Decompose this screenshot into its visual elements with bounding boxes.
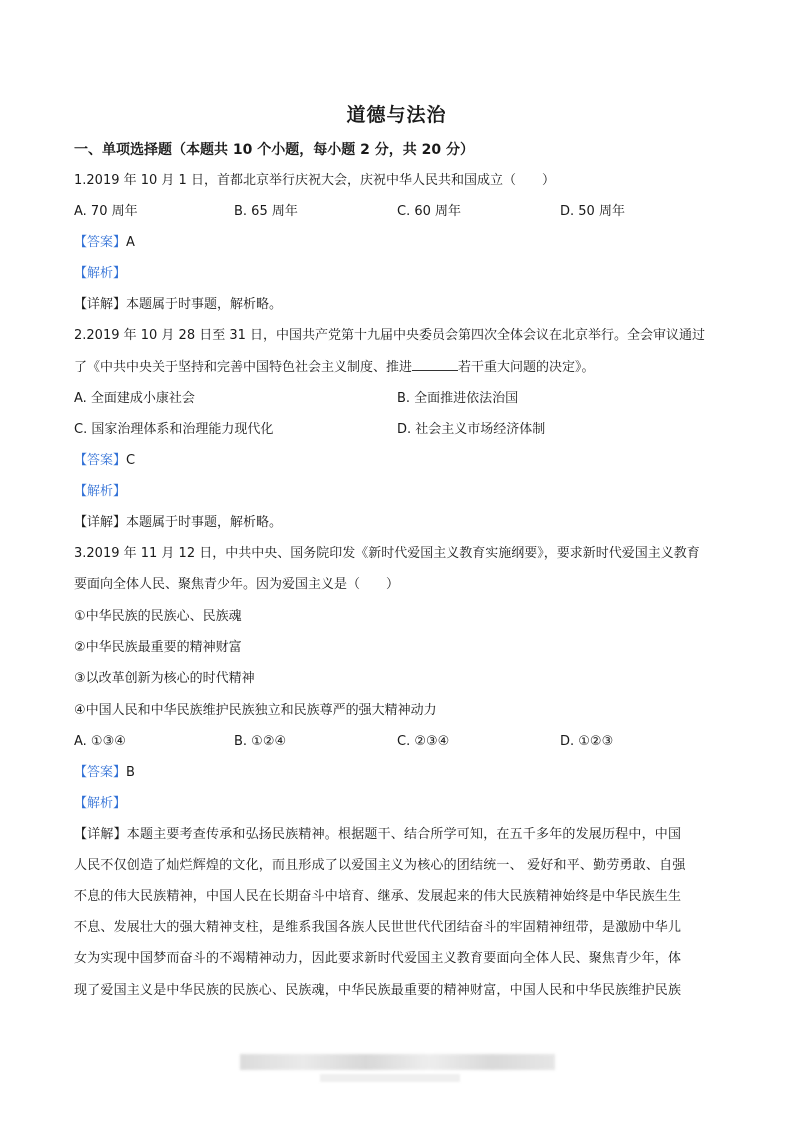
question-3-statement-2: ②中华民族最重要的精神财富 xyxy=(74,640,242,655)
question-2-answer xyxy=(74,452,724,470)
question-2-option-a: A. 全面建成小康社会 xyxy=(74,391,195,406)
question-2-stem-line-1: 2.2019 年 10 月 28 日至 31 日，中国共产党第十九届中央委员会第四次全体会议在北京举行。全会审议通过 xyxy=(74,328,706,343)
question-1-stem: 1.2019 年 10 月 1 日，首都北京举行庆祝大会，庆祝中华人民共和国成立（ ） xyxy=(74,173,555,188)
question-2-option-d: D. 社会主义市场经济体制 xyxy=(397,422,546,437)
answer-value: C xyxy=(126,453,136,468)
answer-label: 【答案】 xyxy=(74,453,127,468)
fill-in-blank xyxy=(412,358,458,371)
question-3-statement-4: ④中国人民和中华民族维护民族独立和民族尊严的强大精神动力 xyxy=(74,703,437,718)
question-3-analysis-label: 【解析】 xyxy=(74,796,127,811)
question-1-answer xyxy=(74,234,724,252)
question-3-detail-line-6: 现了爱国主义是中华民族的民族心、民族魂，中华民族最重要的精神财富，中国人民和中华民族维护民族 xyxy=(74,983,682,998)
question-3-option-b: B. ①②④ xyxy=(234,734,287,749)
question-1-option-d: D. 50 周年 xyxy=(560,204,625,219)
question-3-detail-line-1: 【详解】本题主要考查传承和弘扬民族精神。根据题干、结合所学可知，在五千多年的发展历程中，中国 xyxy=(74,827,682,842)
question-1-option-a: A. 70 周年 xyxy=(74,204,138,219)
question-2-stem-line-2 xyxy=(74,358,724,377)
question-2-detail: 【详解】本题属于时事题，解析略。 xyxy=(74,515,283,530)
question-1-analysis-label: 【解析】 xyxy=(74,266,127,281)
question-3-detail-line-4: 不息、发展壮大的强大精神支柱，是维系我国各族人民世世代代团结奋斗的牢固精神纽带，是激励中华儿 xyxy=(74,920,682,935)
question-2-option-b: B. 全面推进依法治国 xyxy=(397,391,519,406)
blurred-footer-watermark xyxy=(240,1054,555,1070)
section-heading: 一、单项选择题（本题共 10 个小题，每小题 2 分，共 20 分） xyxy=(74,142,474,158)
question-1-detail: 【详解】本题属于时事题，解析略。 xyxy=(74,297,283,312)
answer-label: 【答案】 xyxy=(74,235,127,250)
stem-text-after-blank: 若干重大问题的决定》。 xyxy=(458,360,595,375)
question-3-detail-line-5: 女为实现中国梦而奋斗的不竭精神动力，因此要求新时代爱国主义教育要面向全体人民、聚焦青少年，体 xyxy=(74,951,682,966)
question-3-option-a: A. ①③④ xyxy=(74,734,126,749)
question-3-statement-1: ①中华民族的民族心、民族魂 xyxy=(74,609,242,624)
question-1-option-c: C. 60 周年 xyxy=(397,204,462,219)
answer-value: B xyxy=(126,765,135,780)
answer-value: A xyxy=(126,235,135,250)
blurred-footer-watermark-secondary xyxy=(320,1074,460,1082)
question-3-statement-3: ③以改革创新为核心的时代精神 xyxy=(74,671,255,686)
question-3-stem-line-2: 要面向全体人民、聚焦青少年。因为爱国主义是（ ） xyxy=(74,577,400,592)
question-3-option-c: C. ②③④ xyxy=(397,734,450,749)
question-3-detail-line-2: 人民不仅创造了灿烂辉煌的文化，而且形成了以爱国主义为核心的团结统一、 爱好和平、勤劳勇敢、自强 xyxy=(74,858,686,873)
question-1-option-b: B. 65 周年 xyxy=(234,204,298,219)
question-3-stem-line-1: 3.2019 年 11 月 12 日，中共中央、国务院印发《新时代爱国主义教育实施纲要》，要求新时代爱国主义教育 xyxy=(74,546,700,561)
answer-label: 【答案】 xyxy=(74,765,127,780)
question-2-option-c: C. 国家治理体系和治理能力现代化 xyxy=(74,422,274,437)
question-2-analysis-label: 【解析】 xyxy=(74,484,127,499)
question-3-option-d: D. ①②③ xyxy=(560,734,614,749)
page-title: 道德与法治 xyxy=(346,104,447,126)
question-3-detail-line-3: 不息的伟大民族精神，中国人民在长期奋斗中培育、继承、发展起来的伟大民族精神始终是中华民族生生 xyxy=(74,889,682,904)
question-3-answer xyxy=(74,764,724,782)
stem-text-before-blank: 了《中共中央关于坚持和完善中国特色社会主义制度、推进 xyxy=(74,360,413,375)
